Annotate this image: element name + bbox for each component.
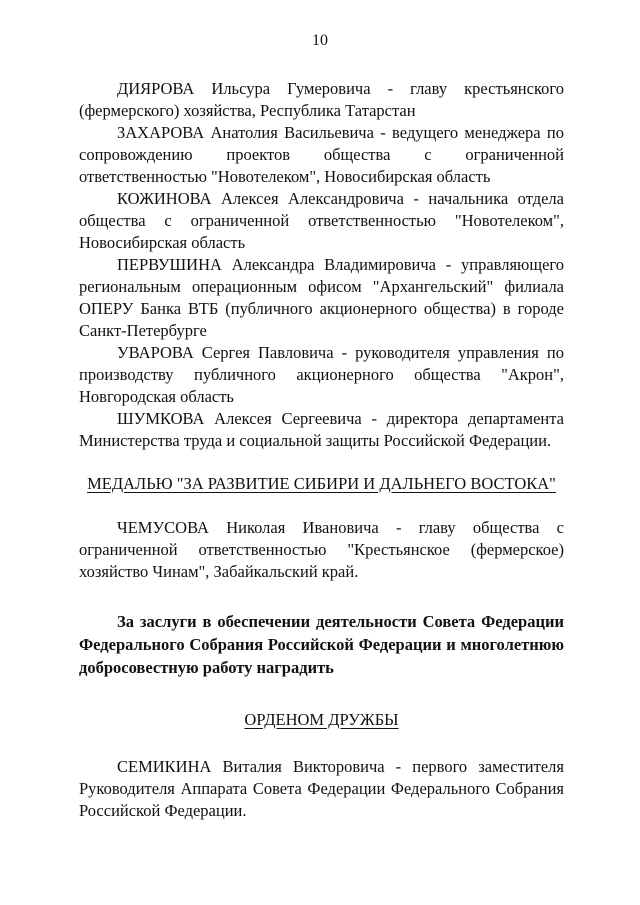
section-decree-text: За заслуги в обеспечении деятельности Совета Федерации Федерального Собрания Российской Федерации и многолетнюю добросовестную работу наградить bbox=[79, 612, 564, 677]
award-entry: УВАРОВА Сергея Павловича - руководителя управления по производству публичного акционерного общества "Акрон", Новгородская область bbox=[79, 343, 564, 406]
award-entry: ШУМКОВА Алексея Сергеевича - директора департамента Министерства труда и социальной защиты Российской Федерации. bbox=[79, 409, 564, 450]
award-entry: ПЕРВУШИНА Александра Владимировича - управляющего региональным операционным офисом "Архангельский" филиала ОПЕРУ Банка ВТБ (публичного акционерного общества) в городе Санкт-Петербурге bbox=[79, 255, 564, 340]
page-number: 10 bbox=[312, 32, 328, 49]
award-heading-order: ОРДЕНОМ ДРУЖБЫ bbox=[244, 710, 399, 729]
award-heading-medal: МЕДАЛЬЮ "ЗА РАЗВИТИЕ СИБИРИ И ДАЛЬНЕГО ВОСТОКА" bbox=[87, 474, 556, 493]
award-entry: ЗАХАРОВА Анатолия Васильевича - ведущего менеджера по сопровождению проектов общества с ограниченной ответственностью "Новотелеком", Новосибирская область bbox=[79, 123, 564, 186]
award-entry: ДИЯРОВА Ильсура Гумеровича - главу крестьянского (фермерского) хозяйства, Республика Татарстан bbox=[79, 79, 564, 120]
award-entry: СЕМИКИНА Виталия Викторовича - первого заместителя Руководителя Аппарата Совета Федерации Федерального Собрания Российской Федерации. bbox=[79, 757, 564, 820]
award-entry: КОЖИНОВА Алексея Александровича - начальника отдела общества с ограниченной ответственностью "Новотелеком", Новосибирская область bbox=[79, 189, 564, 252]
document-body bbox=[79, 78, 564, 822]
award-entry: ЧЕМУСОВА Николая Ивановича - главу общества с ограниченной ответственностью "Крестьянское (фермерское) хозяйство Чинам", Забайкальский край. bbox=[79, 518, 564, 581]
